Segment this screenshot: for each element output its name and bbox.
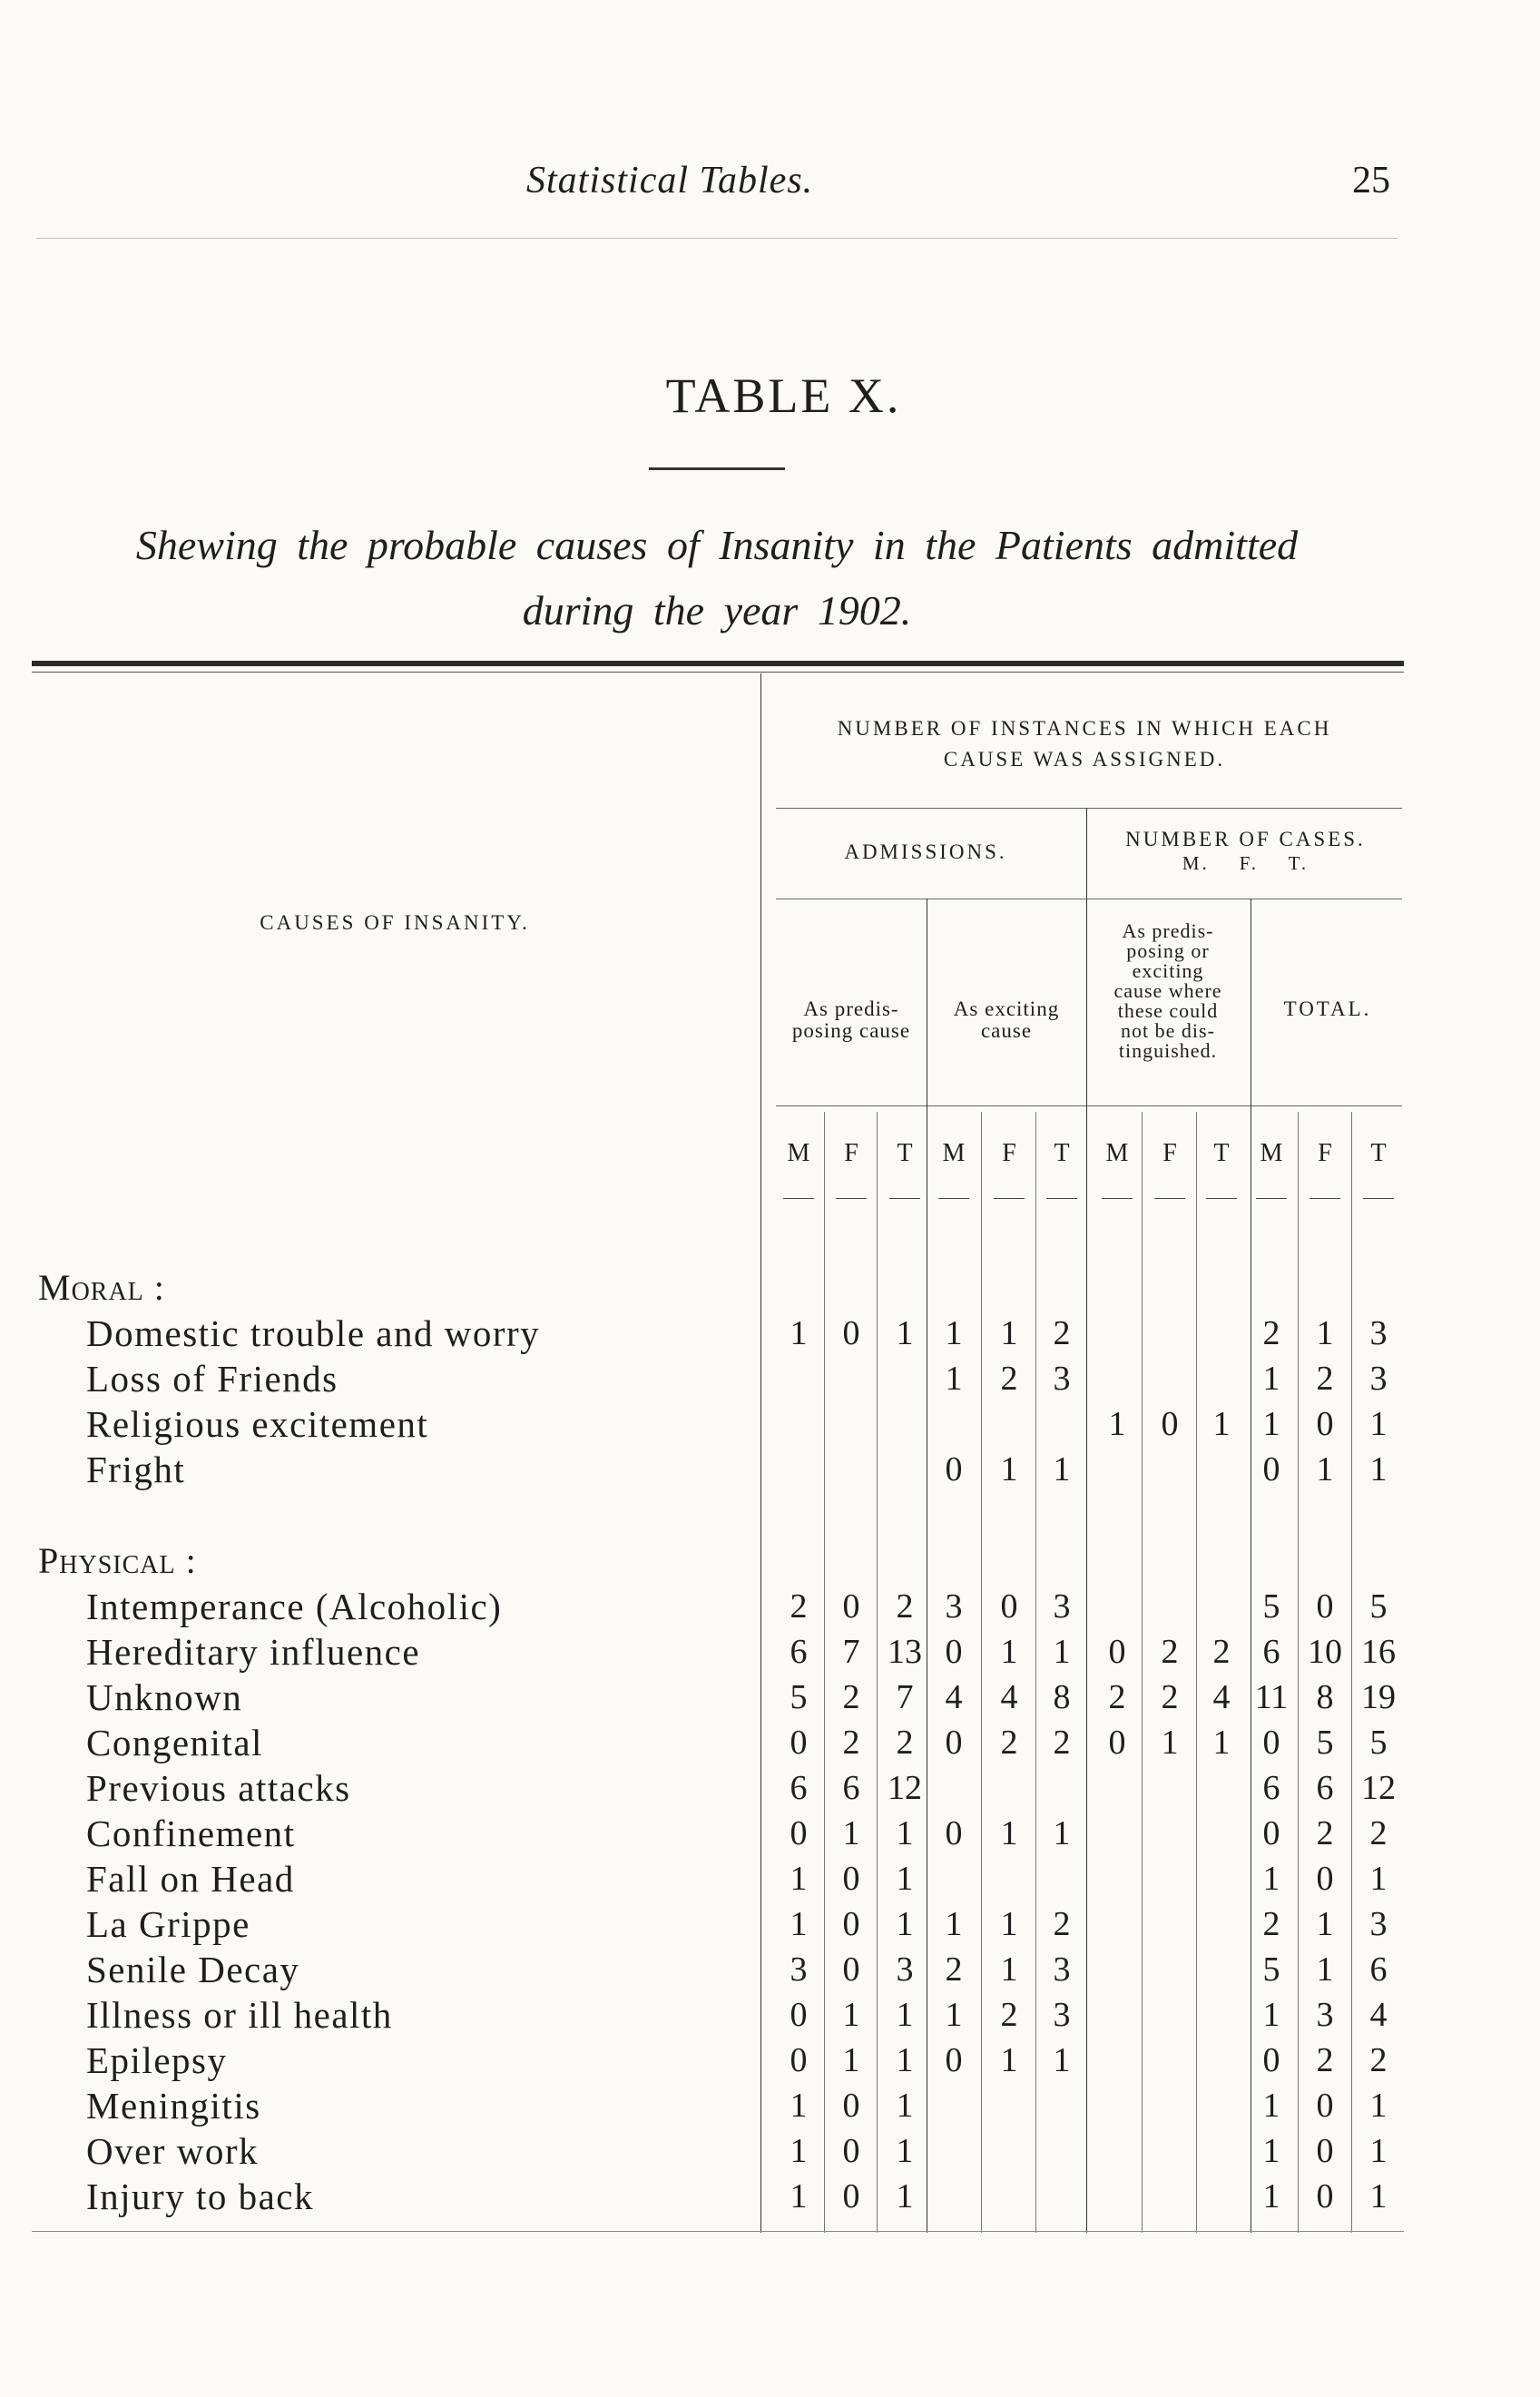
value-cell: 5: [1316, 1724, 1334, 1762]
value-cell: 0: [842, 1314, 860, 1352]
value-cell: 12: [888, 1769, 922, 1807]
predisposing-header-line-2: posing cause: [791, 1019, 911, 1042]
column-letter-11: F: [1318, 1139, 1332, 1167]
value-cell: 2: [1053, 1724, 1071, 1762]
value-cell: 0: [842, 2177, 860, 2215]
value-cell: 1: [1262, 2132, 1280, 2170]
value-cell: 1: [945, 1360, 963, 1398]
column-rule-7: [1298, 1112, 1299, 2233]
value-cell: 1: [1262, 1360, 1280, 1398]
value-cell: 1: [1212, 1405, 1231, 1443]
value-cell: 2: [842, 1724, 860, 1762]
value-cell: 0: [790, 1814, 808, 1852]
value-cell: 1: [1161, 1724, 1179, 1762]
value-cell: 6: [1262, 1633, 1280, 1671]
value-cell: 13: [888, 1633, 922, 1671]
value-cell: 11: [1254, 1678, 1289, 1716]
column-letter-9: T: [1213, 1139, 1230, 1167]
value-cell: 0: [1316, 2177, 1334, 2215]
value-cell: 2: [896, 1587, 914, 1626]
value-cell: 4: [1369, 1996, 1388, 2034]
value-cell: 2: [1369, 1814, 1388, 1852]
value-cell: 0: [945, 2041, 963, 2079]
cause-label: Congenital: [86, 1722, 263, 1763]
column-letter-5: F: [1002, 1139, 1016, 1167]
value-cell: 1: [1053, 2041, 1071, 2079]
value-cell: 3: [1053, 1587, 1071, 1626]
value-cell: 3: [945, 1587, 963, 1626]
stub-divider: [760, 673, 761, 2233]
cause-label: La Grippe: [86, 1903, 250, 1945]
value-cell: 2: [1053, 1905, 1071, 1943]
value-cell: 1: [1053, 1814, 1071, 1852]
column-dash-6: [1046, 1198, 1077, 1199]
value-cell: 1: [945, 1314, 963, 1352]
value-cell: 2: [1000, 1996, 1018, 2034]
indistinguishable-header-line-4: cause where: [1113, 979, 1222, 1002]
value-cell: 3: [1316, 1996, 1334, 2034]
column-letter-12: T: [1370, 1139, 1387, 1167]
value-cell: 2: [1262, 1905, 1280, 1943]
subtitle-line-2: during the year 1902.: [522, 587, 912, 634]
indistinguishable-header-line-3: exciting: [1132, 959, 1204, 982]
value-cell: 3: [790, 1950, 808, 1989]
indistinguishable-header: [1086, 921, 1250, 1061]
cause-label: Injury to back: [86, 2176, 314, 2217]
exciting-header-line-2: cause: [980, 1019, 1033, 1042]
value-cell: 16: [1361, 1633, 1396, 1671]
cause-label: Unknown: [86, 1676, 243, 1718]
value-cell: 1: [1053, 1450, 1071, 1488]
column-dash-7: [1102, 1198, 1133, 1199]
value-cell: 0: [1316, 1405, 1334, 1443]
column-letter-8: F: [1162, 1139, 1177, 1167]
value-cell: 2: [1316, 1814, 1334, 1852]
value-cell: 0: [1316, 1587, 1334, 1626]
column-letter-3: T: [897, 1139, 913, 1167]
column-dash-2: [836, 1198, 867, 1199]
value-cell: 1: [1000, 2041, 1018, 2079]
value-cell: 0: [790, 1996, 808, 2034]
cases-header-line-1: NUMBER OF CASES.: [1125, 828, 1366, 850]
value-cell: 0: [1262, 2041, 1280, 2079]
rule-under-group-header: [776, 808, 1402, 809]
value-cell: 1: [842, 1814, 860, 1852]
value-cell: 4: [945, 1678, 963, 1716]
value-cell: 1: [842, 1996, 860, 2034]
value-cell: 0: [1000, 1587, 1018, 1626]
value-cell: 1: [1262, 2177, 1280, 2215]
value-cell: 3: [1369, 1360, 1388, 1398]
value-cell: 1: [1262, 2087, 1280, 2125]
cause-label: Over work: [86, 2130, 259, 2172]
column-letter-7: M: [1105, 1139, 1129, 1167]
value-cell: 0: [1262, 1724, 1280, 1762]
column-letter-1: M: [787, 1139, 810, 1167]
value-cell: 1: [790, 1860, 808, 1898]
cause-label: Confinement: [86, 1812, 296, 1854]
value-cell: 3: [1053, 1996, 1071, 2034]
value-cell: 1: [896, 2041, 914, 2079]
value-cell: 1: [896, 2132, 914, 2170]
group-header: [762, 713, 1407, 775]
value-cell: 0: [790, 1724, 808, 1762]
table-subtitle: [27, 513, 1407, 643]
cause-label: Domestic trouble and worry: [86, 1312, 541, 1354]
column-dash-8: [1154, 1198, 1185, 1199]
cases-header: [1089, 828, 1402, 875]
group-header-line-2: CAUSE WAS ASSIGNED.: [943, 748, 1226, 771]
cause-label: Senile Decay: [86, 1949, 300, 1990]
value-cell: 1: [1369, 1860, 1388, 1898]
value-cell: 1: [1369, 1450, 1388, 1488]
cause-label: Previous attacks: [86, 1767, 351, 1809]
value-cell: 8: [1053, 1678, 1071, 1716]
value-cell: 0: [945, 1724, 963, 1762]
value-cell: 6: [1262, 1769, 1280, 1807]
value-cell: 1: [896, 1314, 914, 1352]
value-cell: 0: [945, 1633, 963, 1671]
value-cell: 2: [1053, 1314, 1071, 1352]
column-rule-8: [1351, 1112, 1352, 2233]
indistinguishable-header-line-1: As predis-: [1122, 919, 1214, 942]
table-title: TABLE X.: [665, 368, 902, 423]
value-cell: 1: [1262, 1860, 1280, 1898]
value-cell: 2: [842, 1678, 860, 1716]
value-cell: 1: [896, 1860, 914, 1898]
table-top-heavy-rule: [32, 661, 1404, 666]
value-cell: 1: [1316, 1950, 1334, 1989]
value-cell: 5: [790, 1678, 808, 1716]
value-cell: 19: [1361, 1678, 1396, 1716]
value-cell: 3: [1053, 1360, 1071, 1398]
value-cell: 6: [1369, 1950, 1388, 1989]
value-cell: 2: [790, 1587, 808, 1626]
value-cell: 1: [1000, 1633, 1018, 1671]
value-cell: 5: [1262, 1587, 1280, 1626]
value-cell: 6: [790, 1769, 808, 1807]
value-cell: 0: [790, 2041, 808, 2079]
value-cell: 2: [1316, 1360, 1334, 1398]
value-cell: 0: [842, 2132, 860, 2170]
value-cell: 0: [842, 1950, 860, 1989]
value-cell: 2: [1316, 2041, 1334, 2079]
value-cell: 2: [1161, 1633, 1179, 1671]
value-cell: 1: [1369, 2087, 1388, 2125]
value-cell: 2: [945, 1950, 963, 1989]
value-cell: 1: [1369, 2132, 1388, 2170]
cause-label: Religious excitement: [86, 1403, 429, 1445]
value-cell: 1: [1316, 1450, 1334, 1488]
value-cell: 2: [1369, 2041, 1388, 2079]
value-cell: 3: [896, 1950, 914, 1989]
indistinguishable-header-line-5: these could: [1117, 999, 1219, 1022]
value-cell: 2: [1262, 1314, 1280, 1352]
column-dash-9: [1206, 1198, 1237, 1199]
value-cell: 1: [1369, 1405, 1388, 1443]
value-cell: 3: [1369, 1905, 1388, 1943]
value-cell: 5: [1262, 1950, 1280, 1989]
cause-label: Meningitis: [86, 2085, 261, 2127]
value-cell: 1: [1108, 1405, 1126, 1443]
value-cell: 1: [896, 1996, 914, 2034]
rule-under-subheads: [776, 1105, 1402, 1106]
table-bottom-rule: [32, 2231, 1404, 2232]
value-cell: 1: [1000, 1450, 1018, 1488]
value-cell: 6: [842, 1769, 860, 1807]
value-cell: 0: [1161, 1405, 1179, 1443]
column-dash-10: [1256, 1198, 1287, 1199]
value-cell: 1: [896, 1814, 914, 1852]
column-rule-5: [1142, 1112, 1143, 2233]
value-cell: 3: [1369, 1314, 1388, 1352]
value-cell: 0: [842, 2087, 860, 2125]
cases-header-line-2: M. F. T.: [1182, 852, 1309, 874]
value-cell: 5: [1369, 1587, 1388, 1626]
value-cell: 0: [1262, 1814, 1280, 1852]
column-dash-3: [889, 1198, 920, 1199]
value-cell: 1: [896, 1905, 914, 1943]
value-cell: 10: [1308, 1633, 1342, 1671]
value-cell: 1: [896, 2087, 914, 2125]
value-cell: 4: [1000, 1678, 1018, 1716]
column-rule-6: [1196, 1112, 1197, 2233]
value-cell: 1: [790, 1314, 808, 1352]
value-cell: 1: [1316, 1905, 1334, 1943]
value-cell: 5: [1369, 1724, 1388, 1762]
column-dash-4: [938, 1198, 969, 1199]
value-cell: 2: [1108, 1678, 1126, 1716]
value-cell: 1: [896, 2177, 914, 2215]
value-cell: 0: [842, 1905, 860, 1943]
cause-label: Illness or ill health: [86, 1994, 393, 2036]
group-header-line-1: NUMBER OF INSTANCES IN WHICH EACH: [837, 717, 1332, 740]
cause-label: Loss of Friends: [86, 1358, 338, 1400]
value-cell: 0: [945, 1450, 963, 1488]
value-cell: 2: [1161, 1678, 1179, 1716]
cause-label: Hereditary influence: [86, 1631, 421, 1673]
value-cell: 1: [1262, 1405, 1280, 1443]
exciting-header: [927, 998, 1086, 1042]
cause-label: Intemperance (Alcoholic): [86, 1586, 503, 1627]
column-letter-6: T: [1054, 1139, 1070, 1167]
cause-label: Epilepsy: [86, 2039, 228, 2081]
value-cell: 1: [945, 1905, 963, 1943]
value-cell: 1: [790, 2087, 808, 2125]
value-cell: 7: [896, 1678, 914, 1716]
value-cell: 2: [1000, 1724, 1018, 1762]
value-cell: 0: [945, 1814, 963, 1852]
exciting-header-line-1: As exciting: [953, 997, 1060, 1020]
indistinguishable-header-line-2: posing or: [1126, 939, 1210, 962]
subtitle-line-1: Shewing the probable causes of Insanity in the Patients admitted: [135, 522, 1299, 568]
value-cell: 1: [945, 1996, 963, 2034]
predisposing-header-line-1: As predis-: [803, 997, 899, 1020]
value-cell: 0: [1316, 2132, 1334, 2170]
value-cell: 1: [790, 2177, 808, 2215]
value-cell: 1: [1000, 1905, 1018, 1943]
value-cell: 6: [1316, 1769, 1334, 1807]
section-label-1: Moral :: [38, 1267, 165, 1308]
total-header: TOTAL.: [1283, 997, 1372, 1020]
value-cell: 6: [790, 1633, 808, 1671]
value-cell: 0: [842, 1587, 860, 1626]
value-cell: 1: [790, 2132, 808, 2170]
title-rule: [649, 467, 785, 470]
cause-label: Fall on Head: [86, 1858, 295, 1900]
column-rule-3: [981, 1112, 982, 2233]
column-letter-4: M: [942, 1139, 966, 1167]
value-cell: 1: [790, 1905, 808, 1943]
value-cell: 1: [1212, 1724, 1231, 1762]
value-cell: 8: [1316, 1678, 1334, 1716]
value-cell: 2: [1000, 1360, 1018, 1398]
page-number: 25: [1352, 160, 1390, 201]
value-cell: 0: [842, 1860, 860, 1898]
value-cell: 1: [1000, 1950, 1018, 1989]
column-dash-11: [1309, 1198, 1340, 1199]
value-cell: 1: [1262, 1996, 1280, 2034]
admissions-header: ADMISSIONS.: [844, 840, 1007, 863]
value-cell: 1: [842, 2041, 860, 2079]
value-cell: 0: [1316, 2087, 1334, 2125]
indistinguishable-header-line-6: not be dis-: [1121, 1019, 1215, 1042]
cause-label: Fright: [86, 1449, 186, 1490]
value-cell: 1: [1316, 1314, 1334, 1352]
stub-header: CAUSES OF INSANITY.: [260, 911, 530, 934]
running-head: [0, 159, 1540, 213]
column-rule-2: [877, 1112, 878, 2233]
value-cell: 2: [1212, 1633, 1231, 1671]
value-cell: 0: [1316, 1860, 1334, 1898]
value-cell: 2: [896, 1724, 914, 1762]
section-label-2: Physical :: [38, 1540, 197, 1581]
predisposing-header: [776, 998, 927, 1042]
value-cell: 4: [1212, 1678, 1231, 1716]
value-cell: 7: [842, 1633, 860, 1671]
column-dash-12: [1363, 1198, 1394, 1199]
column-letter-2: F: [844, 1139, 858, 1167]
head-rule: [36, 238, 1398, 239]
value-cell: 1: [1369, 2177, 1388, 2215]
column-dash-5: [994, 1198, 1025, 1199]
value-cell: 0: [1108, 1724, 1126, 1762]
value-cell: 1: [1053, 1633, 1071, 1671]
indistinguishable-header-line-7: tinguished.: [1118, 1039, 1218, 1062]
column-rule-1: [824, 1112, 825, 2233]
value-cell: 0: [1108, 1633, 1126, 1671]
value-cell: 3: [1053, 1950, 1071, 1989]
value-cell: 0: [1262, 1450, 1280, 1488]
value-cell: 1: [1000, 1314, 1018, 1352]
table-top-thin-rule: [32, 672, 1404, 673]
column-dash-1: [783, 1198, 814, 1199]
value-cell: 12: [1361, 1769, 1396, 1807]
value-cell: 1: [1000, 1814, 1018, 1852]
running-title: Statistical Tables.: [526, 160, 814, 201]
column-letter-10: M: [1260, 1139, 1283, 1167]
